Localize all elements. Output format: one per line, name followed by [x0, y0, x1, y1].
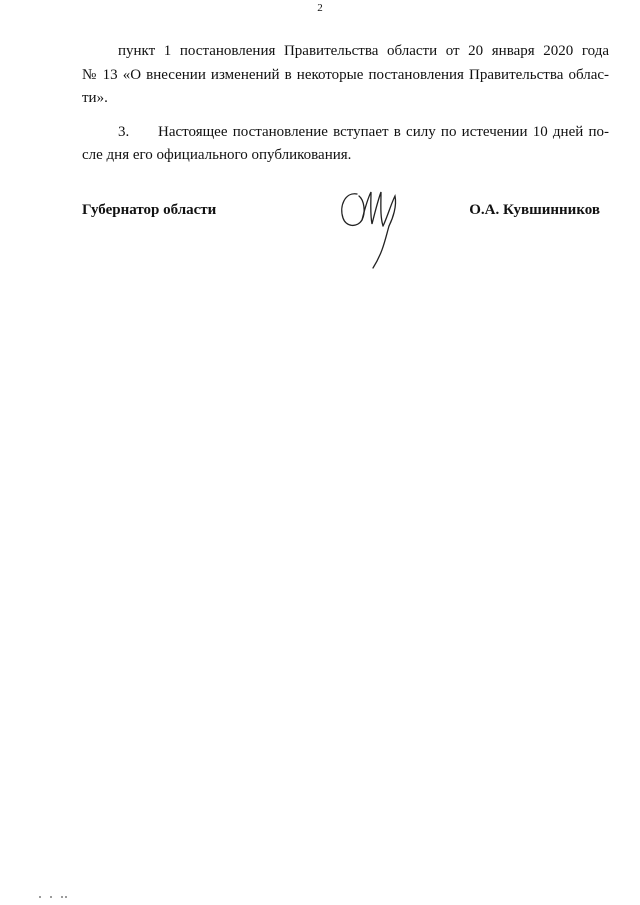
- paragraph-line-3: ти».: [82, 90, 108, 106]
- signatory-title: Губернатор области: [82, 202, 217, 218]
- paragraph-line-2: № 13 «О внесении изменений в некоторые постановления Правительства облас-: [82, 66, 609, 83]
- document-body: [82, 40, 609, 168]
- item-3-line-1: [82, 121, 609, 145]
- item-3-line-2: сле дня его официального опубликования.: [82, 147, 352, 163]
- scan-artifact-marks: [38, 894, 88, 900]
- item-3-text-1: Настоящее постановление вступает в силу по истечении 10 дней по-: [158, 123, 609, 140]
- paragraph-spacer: [82, 111, 609, 121]
- signatory-name: О.А. Кувшинников: [469, 202, 600, 218]
- paragraph-line-1: пункт 1 постановления Правительства области от 20 января 2020 года: [118, 43, 609, 59]
- item-3-number: 3.: [118, 123, 130, 140]
- handwritten-signature: [335, 184, 405, 270]
- page-number: 2: [317, 2, 323, 14]
